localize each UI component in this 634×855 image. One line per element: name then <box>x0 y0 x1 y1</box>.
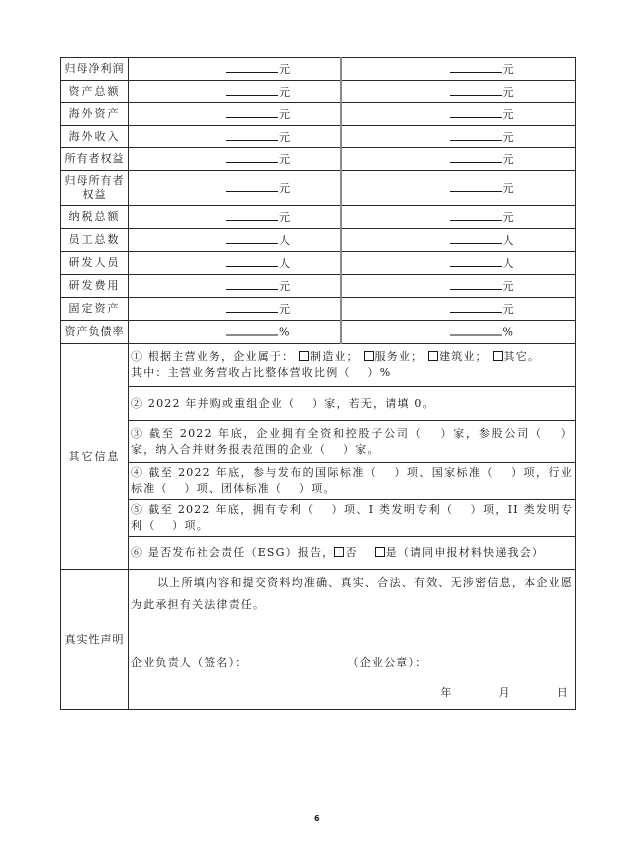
value-cell-right[interactable] <box>341 171 576 206</box>
value-cell-right[interactable] <box>341 206 576 229</box>
fill-blank[interactable] <box>226 303 278 313</box>
fill-blank[interactable] <box>226 182 278 192</box>
financial-row <box>61 148 576 171</box>
unit-label: 元 <box>279 63 290 76</box>
other-info-row-6 <box>61 537 576 570</box>
other-info-label: 其它信息 <box>61 344 129 570</box>
declaration-label: 真实性声明 <box>61 570 129 710</box>
value-cell-right[interactable] <box>341 229 576 252</box>
option-service[interactable] <box>364 350 424 363</box>
unit-label: 元 <box>279 280 290 293</box>
value-cell-right[interactable] <box>341 298 576 321</box>
value-cell-left[interactable] <box>129 275 341 298</box>
value-cell-left[interactable] <box>129 81 341 103</box>
checkbox-icon[interactable] <box>428 351 438 361</box>
row-label: 海外收入 <box>61 126 129 148</box>
option-no[interactable] <box>334 546 357 559</box>
unit-label: 元 <box>502 182 514 195</box>
declaration-text: 以上所填内容和提交资料均准确、真实、合法、有效、无涉密信息，本企业愿为此承担有关法律责任。 <box>131 576 573 611</box>
unit-label: 元 <box>279 211 290 224</box>
financial-row <box>61 58 576 81</box>
unit-label: 元 <box>502 153 514 166</box>
value-cell-right[interactable] <box>341 126 576 148</box>
value-cell-right[interactable] <box>341 252 576 275</box>
value-cell-left[interactable] <box>129 126 341 148</box>
unit-label: % <box>502 325 513 339</box>
option-label: 服务业； <box>374 350 424 363</box>
declaration-content <box>129 570 576 710</box>
enterprise-info-form-table <box>60 57 576 710</box>
unit-label: 人 <box>279 234 290 247</box>
unit-label: 元 <box>502 85 514 99</box>
fill-blank[interactable] <box>450 108 502 118</box>
row-label: 固定资产 <box>61 298 129 321</box>
unit-label: 元 <box>502 303 514 316</box>
other-info-row-4 <box>61 463 576 500</box>
fill-blank[interactable] <box>450 131 502 141</box>
fill-blank[interactable] <box>226 234 278 244</box>
value-cell-right[interactable] <box>341 275 576 298</box>
unit-label: 元 <box>279 85 290 99</box>
page-number: 6 <box>314 814 320 823</box>
financial-row <box>61 321 576 344</box>
fill-blank[interactable] <box>226 63 278 73</box>
fill-blank[interactable] <box>226 86 278 96</box>
fill-blank[interactable] <box>226 280 278 290</box>
option-label: 其它。 <box>503 350 541 363</box>
fill-blank[interactable] <box>226 108 278 118</box>
fill-blank[interactable] <box>450 63 502 73</box>
mna-count-field[interactable]: ② 2022 年并购或重组企业（ ）家，若无，请填 0。 <box>129 387 576 421</box>
fill-blank[interactable] <box>450 326 502 336</box>
option-label: 制造业； <box>310 350 359 363</box>
unit-label: 元 <box>279 303 290 316</box>
date-day[interactable]: 日 <box>556 686 569 699</box>
esg-prompt: ⑥ 是否发布社会责任（ESG）报告， <box>131 546 335 559</box>
fill-blank[interactable] <box>450 257 502 267</box>
fill-blank[interactable] <box>226 326 278 336</box>
fill-blank[interactable] <box>450 211 502 221</box>
row-label: 资产总额 <box>61 81 129 103</box>
other-info-section <box>61 344 576 570</box>
fill-blank[interactable] <box>450 280 502 290</box>
checkbox-icon[interactable] <box>299 351 309 361</box>
unit-label: 元 <box>502 211 514 224</box>
unit-label: 人 <box>279 257 290 270</box>
row-label: 资产负债率 <box>61 321 129 344</box>
unit-label: 元 <box>502 108 514 121</box>
signature-line <box>131 652 573 674</box>
financial-rows <box>61 58 576 344</box>
date-line <box>131 682 573 704</box>
patents-field[interactable]: ⑤ 截至 2022 年底，拥有专利（ ）项、I 类发明专利（ ）项，II 类发明专利（ ）项。 <box>129 500 576 537</box>
unit-label: % <box>279 325 290 339</box>
business-type-field <box>129 344 576 387</box>
value-cell-right[interactable] <box>341 81 576 103</box>
row-label: 归母所有者权益 <box>61 171 129 206</box>
financial-row <box>61 275 576 298</box>
row-label: 研发人员 <box>61 252 129 275</box>
value-cell-left[interactable] <box>129 58 341 81</box>
financial-row <box>61 81 576 103</box>
option-construction[interactable] <box>428 350 488 363</box>
row-label: 海外资产 <box>61 103 129 126</box>
unit-label: 人 <box>502 257 514 270</box>
fill-blank[interactable] <box>450 86 502 96</box>
unit-label: 人 <box>502 234 514 247</box>
main-business-ratio-field[interactable]: 其中：主营业务营收占比整体营收比例（ ）% <box>131 366 392 379</box>
option-label: 建筑业； <box>439 350 488 363</box>
unit-label: 元 <box>279 182 290 195</box>
row-label: 员工总数 <box>61 229 129 252</box>
financial-row <box>61 298 576 321</box>
value-cell-left[interactable] <box>129 229 341 252</box>
subsidiaries-field[interactable]: ③ 截至 2022 年底，企业拥有全资和控股子公司（ ）家，参股公司（ ）家，纳入合并财务报表范围的企业（ ）家。 <box>129 421 576 463</box>
declaration-section <box>61 570 576 710</box>
value-cell-right[interactable] <box>341 321 576 344</box>
financial-row <box>61 171 576 206</box>
value-cell-right[interactable] <box>341 103 576 126</box>
fill-blank[interactable] <box>450 153 502 163</box>
unit-label: 元 <box>502 280 514 293</box>
row-label: 纳税总额 <box>61 206 129 229</box>
checkbox-icon[interactable] <box>364 351 374 361</box>
signer-field[interactable]: 企业负责人（签名）： <box>131 656 248 669</box>
esg-report-field <box>129 537 576 570</box>
other-info-row-5 <box>61 500 576 537</box>
fill-blank[interactable] <box>450 303 502 313</box>
fill-blank[interactable] <box>226 131 278 141</box>
value-cell-left[interactable] <box>129 321 341 344</box>
standards-field[interactable]: ④ 截至 2022 年底，参与发布的国际标准（ ）项、国家标准（ ）项，行业标准（ ）项、团体标准（ ）项。 <box>129 463 576 500</box>
business-type-prompt: ① 根据主营业务，企业属于： <box>131 350 295 363</box>
financial-row <box>61 252 576 275</box>
unit-label: 元 <box>502 63 514 76</box>
row-label: 研发费用 <box>61 275 129 298</box>
other-info-row-3 <box>61 421 576 463</box>
financial-row <box>61 206 576 229</box>
seal-field[interactable]: （企业公章）： <box>347 656 428 669</box>
fill-blank[interactable] <box>226 211 278 221</box>
financial-row <box>61 103 576 126</box>
value-cell-right[interactable] <box>341 148 576 171</box>
checkbox-icon[interactable] <box>493 351 503 361</box>
option-manufacturing[interactable] <box>299 350 359 363</box>
option-label: 是（请同申报材料快递我会） <box>385 546 545 559</box>
option-yes[interactable] <box>375 546 545 559</box>
option-other[interactable] <box>493 350 541 363</box>
option-label: 否 <box>345 546 358 559</box>
other-info-row-2 <box>61 387 576 421</box>
checkbox-icon[interactable] <box>334 547 344 557</box>
fill-blank[interactable] <box>226 257 278 267</box>
financial-row <box>61 126 576 148</box>
other-info-row-1 <box>61 344 576 387</box>
fill-blank[interactable] <box>226 153 278 163</box>
unit-label: 元 <box>279 108 290 121</box>
financial-row <box>61 229 576 252</box>
fill-blank[interactable] <box>450 234 502 244</box>
row-label: 归母净利润 <box>61 58 129 81</box>
date-month[interactable]: 月 <box>498 686 511 699</box>
unit-label: 元 <box>279 153 290 166</box>
value-cell-left[interactable] <box>129 148 341 171</box>
value-cell-left[interactable] <box>129 252 341 275</box>
checkbox-icon[interactable] <box>375 547 385 557</box>
declaration-row <box>61 570 576 710</box>
unit-label: 元 <box>279 130 290 144</box>
unit-label: 元 <box>502 130 514 144</box>
row-label: 所有者权益 <box>61 148 129 171</box>
value-cell-left[interactable] <box>129 298 341 321</box>
value-cell-left[interactable] <box>129 206 341 229</box>
fill-blank[interactable] <box>450 182 502 192</box>
value-cell-left[interactable] <box>129 171 341 206</box>
date-year[interactable]: 年 <box>440 686 453 699</box>
value-cell-right[interactable] <box>341 58 576 81</box>
value-cell-left[interactable] <box>129 103 341 126</box>
